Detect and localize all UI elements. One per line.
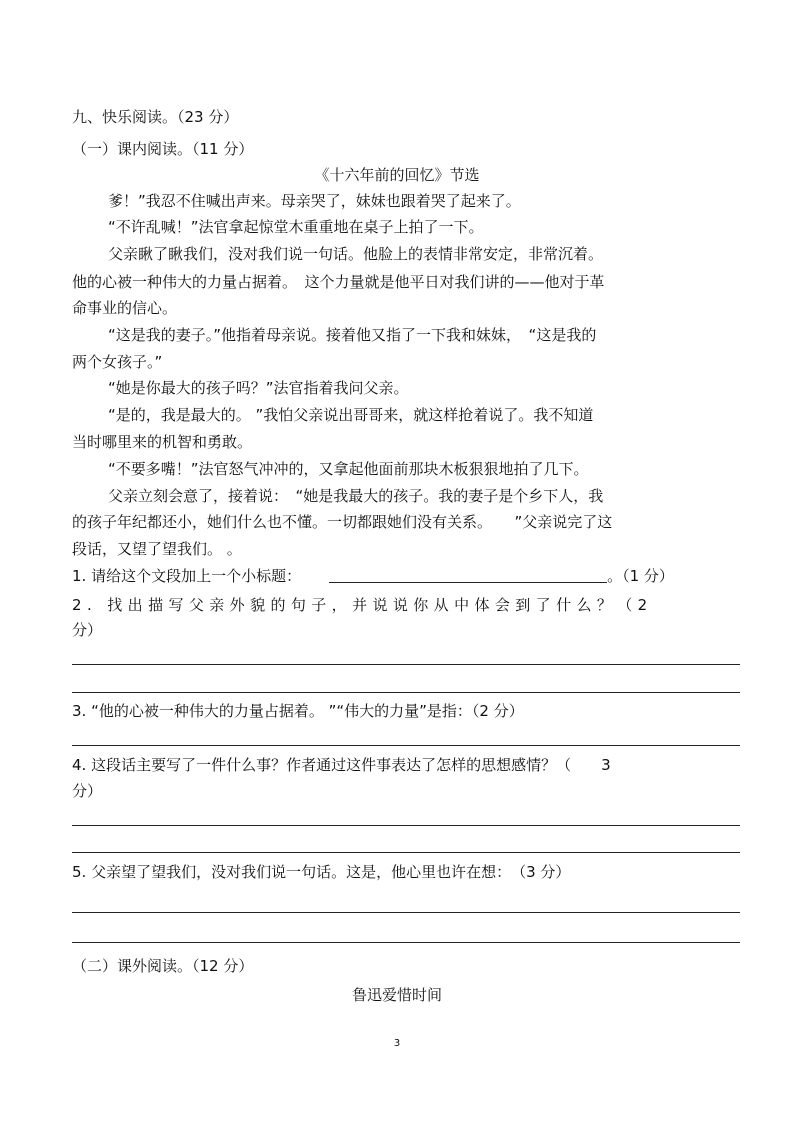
- question-2-continued: 分）: [72, 621, 103, 639]
- passage-line: 当时哪里来的机智和勇敢。: [72, 433, 253, 451]
- passage-line: 两个女孩子。”: [72, 353, 163, 371]
- question-1-score: 。（1 分）: [607, 567, 674, 585]
- answer-line[interactable]: [72, 942, 740, 943]
- part-2-heading: （二）课外阅读。（12 分）: [72, 957, 254, 975]
- section-9-heading: 九、快乐阅读。（23 分）: [72, 108, 239, 126]
- passage-line: 父亲立刻会意了，接着说： “她是我最大的孩子。我的妻子是个乡下人，我: [108, 487, 604, 505]
- question-2: 2. 找出描写父亲外貌的句子，并说说你从中体会到了什么？（2: [72, 596, 653, 614]
- passage-line: “这是我的妻子。”他指着母亲说。接着他又指了一下我和妹妹， “这是我的: [108, 326, 597, 344]
- part-1-heading: （一）课内阅读。（11 分）: [72, 140, 254, 158]
- question-5: 5. 父亲望了望我们，没对我们说一句话。这是，他心里也许在想： （3 分）: [72, 863, 571, 881]
- answer-line[interactable]: [72, 664, 740, 665]
- passage-line: “她是你最大的孩子吗？”法官指着我问父亲。: [108, 379, 409, 397]
- answer-line[interactable]: [72, 745, 740, 746]
- answer-line[interactable]: [72, 852, 740, 853]
- passage-line: 命事业的信心。: [72, 299, 178, 317]
- answer-line[interactable]: [72, 912, 740, 913]
- passage-title: 《十六年前的回忆》节选: [314, 166, 480, 184]
- part-2-title: 鲁迅爱惜时间: [351, 986, 442, 1004]
- question-4: 4. 这段话主要写了一件什么事？作者通过这件事表达了怎样的思想感情？（ 3: [72, 756, 611, 774]
- question-1: [72, 566, 674, 586]
- passage-line: 段话，又望了望我们。 。: [72, 540, 242, 558]
- page-number: 3: [393, 1038, 401, 1049]
- passage-line: 的孩子年纪都还小，她们什么也不懂。一切都跟她们没有关系。 ”父亲说完了这: [72, 513, 613, 531]
- question-1-prompt: 1. 请给这个文段加上一个小标题：: [72, 567, 302, 585]
- passage-line: “不许乱喊！”法官拿起惊堂木重重地在桌子上拍了一下。: [108, 218, 484, 236]
- question-4-continued: 分）: [72, 782, 103, 800]
- question-1-answer-blank[interactable]: [329, 567, 607, 583]
- passage-line: 父亲瞅了瞅我们，没对我们说一句话。他脸上的表情非常安定，非常沉着。: [108, 245, 604, 263]
- passage-line: 爹！”我忍不住喊出声来。母亲哭了，妹妹也跟着哭了起来了。: [108, 192, 521, 210]
- passage-line: “不要多嘴！”法官怒气冲冲的，又拿起他面前那块木板狠狠地拍了几下。: [108, 460, 589, 478]
- passage-line: “是的，我是最大的。 ”我怕父亲说出哥哥来，就这样抢着说了。我不知道: [108, 406, 594, 424]
- question-3: 3. “他的心被一种伟大的力量占据着。 ”“伟大的力量”是指：（2 分）: [72, 702, 524, 720]
- passage-line: 他的心被一种伟大的力量占据着。 这个力量就是他平日对我们讲的——他对于革: [72, 273, 605, 291]
- answer-line[interactable]: [72, 692, 740, 693]
- answer-line[interactable]: [72, 825, 740, 826]
